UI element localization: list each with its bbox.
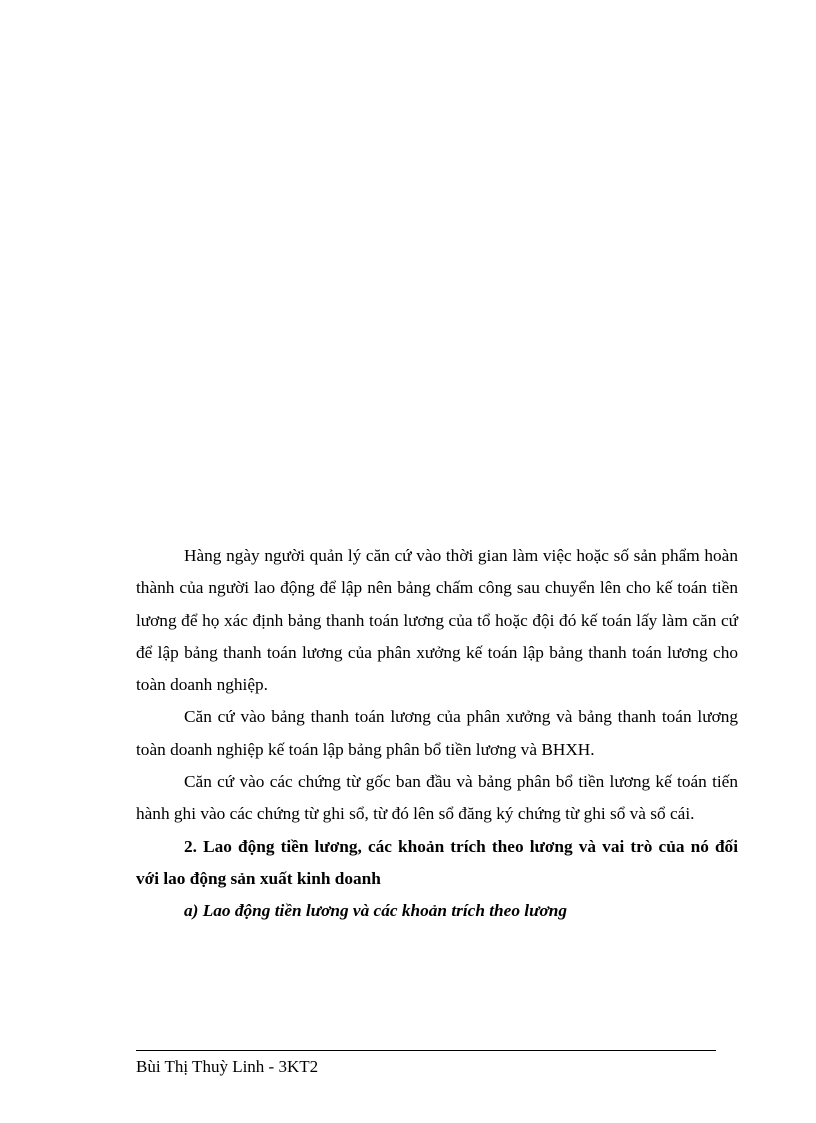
paragraph-1: Hàng ngày người quản lý căn cứ vào thời gian làm việc hoặc số sản phẩm hoàn thành của người lao động để lập nên bảng chấm công sau chuyển lên cho kế toán tiền lương để họ xác định bảng thanh toán lương của tổ hoặc đội đó kế toán lấy làm căn cứ để lập bảng thanh toán lương của phân xưởng kế toán lập bảng thanh toán lương cho toàn doanh nghiệp. — [136, 546, 738, 695]
footer-divider — [136, 1050, 716, 1051]
paragraph-2: Căn cứ vào bảng thanh toán lương của phân xưởng và bảng thanh toán lương toàn doanh nghiệp kế toán lập bảng phân bổ tiền lương và BHXH. — [136, 707, 738, 759]
footer-author: Bùi Thị Thuỳ Linh - 3KT2 — [136, 1057, 319, 1076]
body-text — [136, 540, 738, 928]
section-subheading: a) Lao động tiền lương và các khoản trích theo lương — [184, 901, 567, 921]
section-heading: 2. Lao động tiền lương, các khoản trích theo lương và vai trò của nó đối với lao động sản xuất kinh doanh — [136, 836, 738, 888]
paragraph-3: Căn cứ vào các chứng từ gốc ban đầu và bảng phân bổ tiền lương kế toán tiến hành ghi vào các chứng từ ghi sổ, từ đó lên sổ đăng ký chứng từ ghi sổ và sổ cái. — [136, 772, 738, 824]
